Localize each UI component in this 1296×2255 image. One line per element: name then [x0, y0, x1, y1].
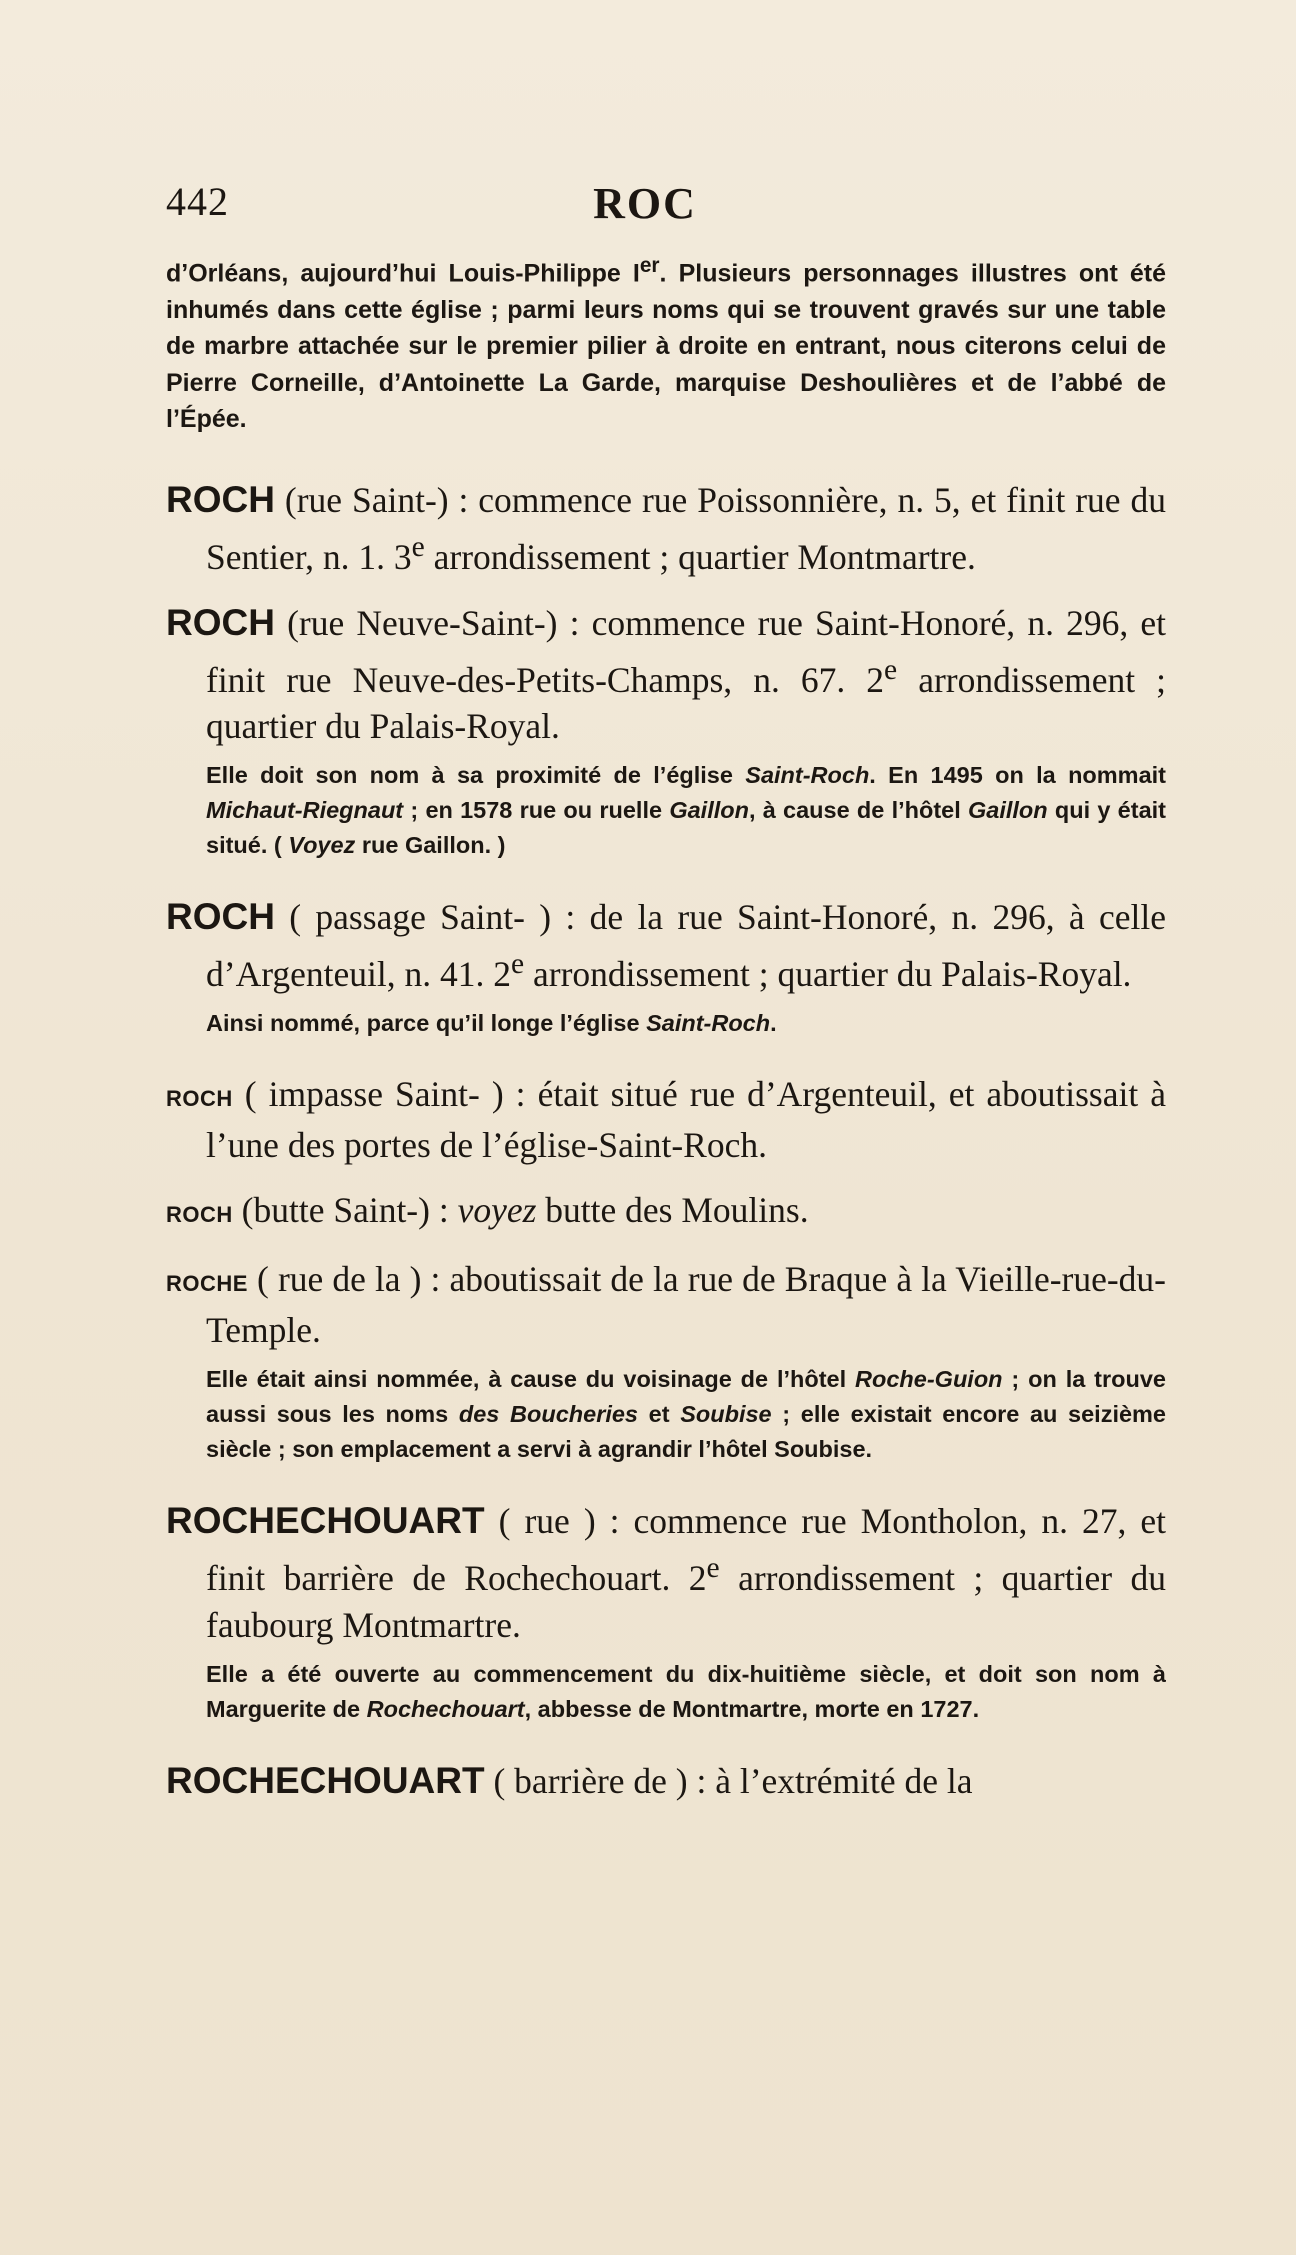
entry-text: ( rue de la ) : aboutissait de la rue de Braque à la Vieille-rue-du-Temple.	[206, 1259, 1166, 1351]
entry-headword: ROCH	[166, 478, 275, 520]
entry-headword: ROCH	[166, 1202, 233, 1228]
entry-roch-rue-saint: ROCH (rue Saint-) : commence rue Poissonnière, n. 5, et finit rue du Sentier, n. 1. 3e arrondissement ; quartier Montmartre.	[166, 478, 1166, 577]
entry-note: Elle doit son nom à sa proximité de l’église Saint-Roch. En 1495 on la nommait Michaut-Riegnaut ; en 1578 rue ou ruelle Gaillon, à cause de l’hôtel Gaillon qui y était situé. ( Voyez rue Gaillon. )	[206, 762, 1166, 859]
entry-text: (rue Saint-) : commence rue Poissonnière, n. 5, et finit rue du Sentier, n. 1. 3	[206, 479, 1166, 577]
entry-text: ( passage Saint- ) : de la rue Saint-Honoré, n. 296, à celle d’Argenteuil, n. 41. 2	[206, 897, 1166, 995]
entry-roch-butte-saint: ROCH (butte Saint-) : voyez butte des Moulins.	[166, 1190, 809, 1231]
entry-note: Elle était ainsi nommée, à cause du voisinage de l’hôtel Roche-Guion ; on la trouve aussi sous les noms des Boucheries et Soubise ; elle existait encore au seizième siècle ; son emplacement a servi à agrandir l’hôtel Soubise.	[206, 1366, 1167, 1463]
entry-headword: ROCH	[166, 601, 275, 643]
entry-headword: ROCHECHOUART	[166, 1760, 485, 1802]
entry-rochechouart-barriere	[166, 1757, 1166, 1805]
entry-text: (butte Saint-) :	[232, 1190, 458, 1231]
page-header	[166, 178, 1124, 238]
running-head: ROC	[593, 179, 697, 228]
entry-roch-rue-neuve-saint: ROCH (rue Neuve-Saint-) : commence rue Saint-Honoré, n. 296, et finit rue Neuve-des-Petits-Champs, n. 67. 2e arrondissement ; quartier du Palais-Royal.	[166, 601, 1166, 747]
entry-text: ( rue ) : commence rue Montholon, n. 27, et finit barrière de Rochechouart. 2	[206, 1501, 1166, 1599]
entry-headword: ROCH	[166, 896, 275, 938]
entry-text: ( impasse Saint- ) : était situé rue d’Argenteuil, et aboutissait à l’une des portes de l’église-Saint-Roch.	[206, 1074, 1166, 1166]
entry-text: (rue Neuve-Saint-) : commence rue Saint-Honoré, n. 296, et finit rue Neuve-des-Petits-Champs, n. 67. 2	[206, 602, 1166, 700]
entry-roch-passage-saint: ROCH ( passage Saint- ) : de la rue Saint-Honoré, n. 296, à celle d’Argenteuil, n. 41. 2e arrondissement ; quartier du Palais-Royal.	[166, 896, 1166, 995]
entry-roch-impasse-saint	[166, 1071, 1166, 1169]
entry-headword: ROCHECHOUART	[166, 1500, 485, 1542]
entry-rochechouart-rue: ROCHECHOUART ( rue ) : commence rue Montholon, n. 27, et finit barrière de Rochechouart. 2e arrondissement ; quartier du faubourg Montmartre.	[166, 1500, 1166, 1646]
entry-text: ( barrière de ) : à l’extrémité de la	[484, 1761, 973, 1802]
entry-note: Ainsi nommé, parce qu’il longe l’église Saint-Roch.	[206, 1010, 777, 1037]
entry-note: Elle a été ouverte au commencement du dix-huitième siècle, et doit son nom à Marguerite de Rochechouart, abbesse de Montmartre, morte en 1727.	[206, 1661, 1166, 1723]
continuation-paragraph: d’Orléans, aujourd’hui Louis-Philippe Ier. Plusieurs personnages illustres ont été inhumés dans cette église ; parmi leurs noms qui se trouvent gravés sur une table de marbre attachée sur le premier pilier à droite en entrant, nous citerons celui de Pierre Corneille, d’Antoinette La Garde, marquise Deshoulières et de l’abbé de l’Épée.	[166, 254, 1166, 434]
entry-headword: ROCHE	[166, 1271, 248, 1297]
entry-roche-rue-de-la	[166, 1256, 1166, 1354]
page-content	[166, 248, 1166, 1823]
page-number: 442	[166, 179, 229, 224]
entry-headword: ROCH	[166, 1086, 233, 1112]
